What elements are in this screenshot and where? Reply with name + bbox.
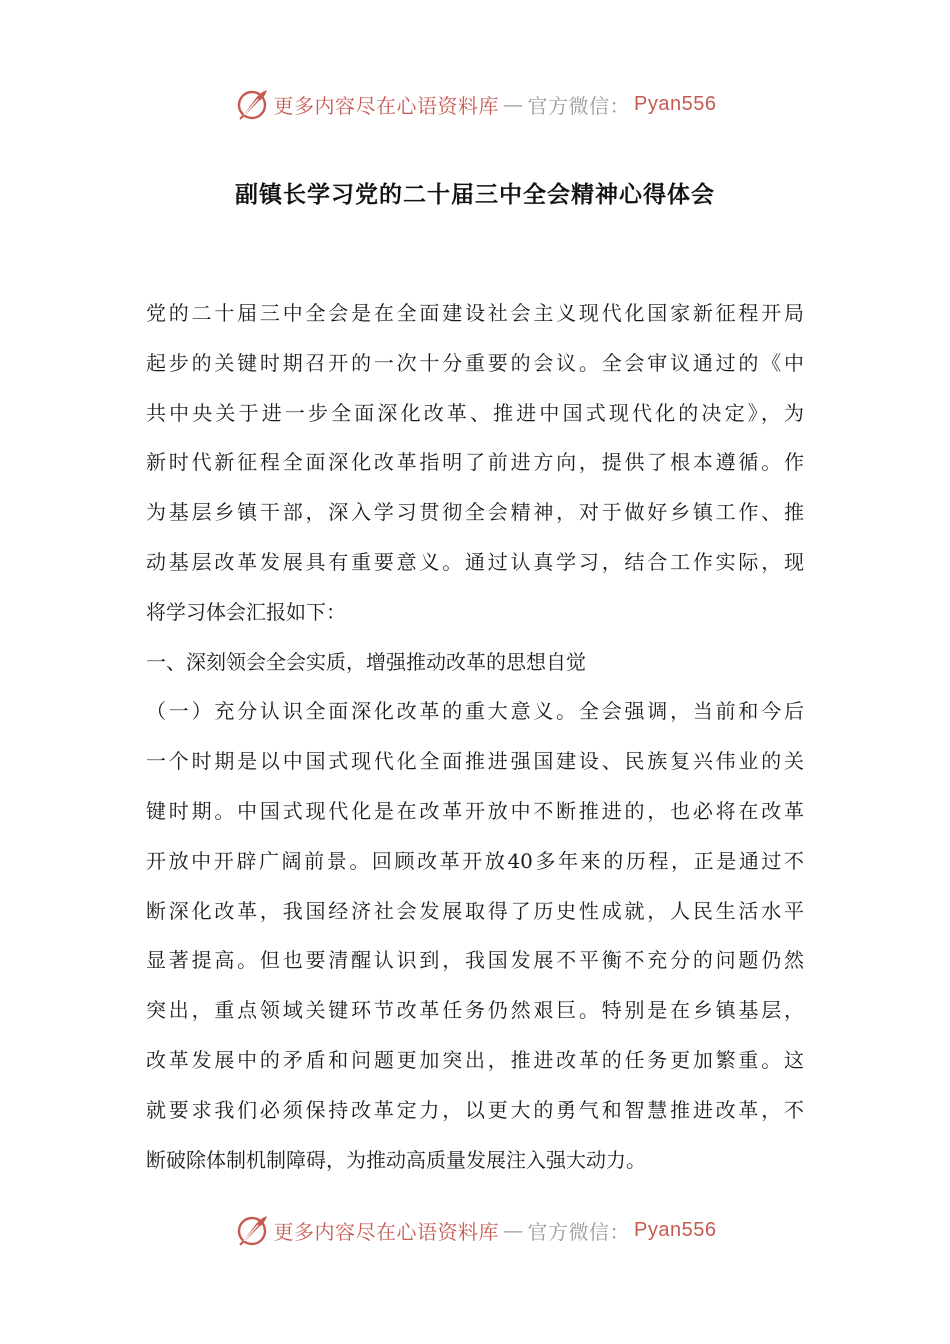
- document-title: 副镇长学习党的二十届三中全会精神心得体会: [235, 182, 715, 208]
- body-line: 共中央关于进一步全面深化改革、推进中国式现代化的决定》，为: [146, 400, 804, 425]
- watermark-main-text: 更多内容尽在心语资料库: [273, 93, 500, 118]
- body-line: （一）充分认识全面深化改革的重大意义。全会强调，当前和今后: [146, 699, 804, 724]
- watermark-wechat-id: Pyan556: [634, 92, 717, 115]
- body-line: 突出，重点领域关键环节改革任务仍然艰巨。特别是在乡镇基层，: [146, 998, 804, 1023]
- quill-logo-icon: [234, 86, 270, 122]
- body-line: 一个时期是以中国式现代化全面推进强国建设、民族复兴伟业的关: [146, 749, 804, 774]
- body-line: 显著提高。但也要清醒认识到，我国发展不平衡不充分的问题仍然: [146, 948, 804, 973]
- watermark-wechat-id: Pyan556: [634, 1218, 717, 1241]
- body-line: 开放中开辟广阔前景。回顾改革开放40多年来的历程，正是通过不: [146, 848, 804, 873]
- body-line: 键时期。中国式现代化是在改革开放中不断推进的，也必将在改革: [146, 798, 804, 823]
- header-watermark: [0, 84, 950, 124]
- watermark-main-text: 更多内容尽在心语资料库: [273, 1219, 500, 1244]
- body-line: 改革发展中的矛盾和问题更加突出，推进改革的任务更加繁重。这: [146, 1047, 804, 1072]
- body-line: 党的二十届三中全会是在全面建设社会主义现代化国家新征程开局: [146, 301, 804, 325]
- quill-logo-icon: [234, 1212, 270, 1248]
- body-line: 将学习体会汇报如下：: [146, 599, 346, 624]
- watermark-official-label: 官方微信：: [527, 1219, 631, 1244]
- watermark-dash: —: [503, 92, 524, 116]
- watermark-official-label: 官方微信：: [527, 93, 631, 118]
- body-line: 动基层改革发展具有重要意义。通过认真学习，结合工作实际，现: [146, 549, 804, 574]
- body-line: 断深化改革，我国经济社会发展取得了历史性成就，人民生活水平: [146, 898, 804, 923]
- body-line: 就要求我们必须保持改革定力，以更大的勇气和智慧推进改革，不: [146, 1097, 804, 1122]
- body-line: 为基层乡镇干部，深入学习贯彻全会精神，对于做好乡镇工作、推: [146, 500, 804, 525]
- footer-watermark: [0, 1210, 950, 1250]
- body-line: 新时代新征程全面深化改革指明了前进方向，提供了根本遵循。作: [146, 450, 804, 475]
- watermark-dash: —: [503, 1218, 524, 1242]
- document-body: [146, 289, 804, 1185]
- body-line: 起步的关键时期召开的一次十分重要的会议。全会审议通过的《中: [146, 350, 804, 375]
- body-line: 断破除体制机制障碍，为推动高质量发展注入强大动力。: [146, 1147, 646, 1172]
- section-heading: 一、深刻领会全会实质，增强推动改革的思想自觉: [146, 649, 586, 674]
